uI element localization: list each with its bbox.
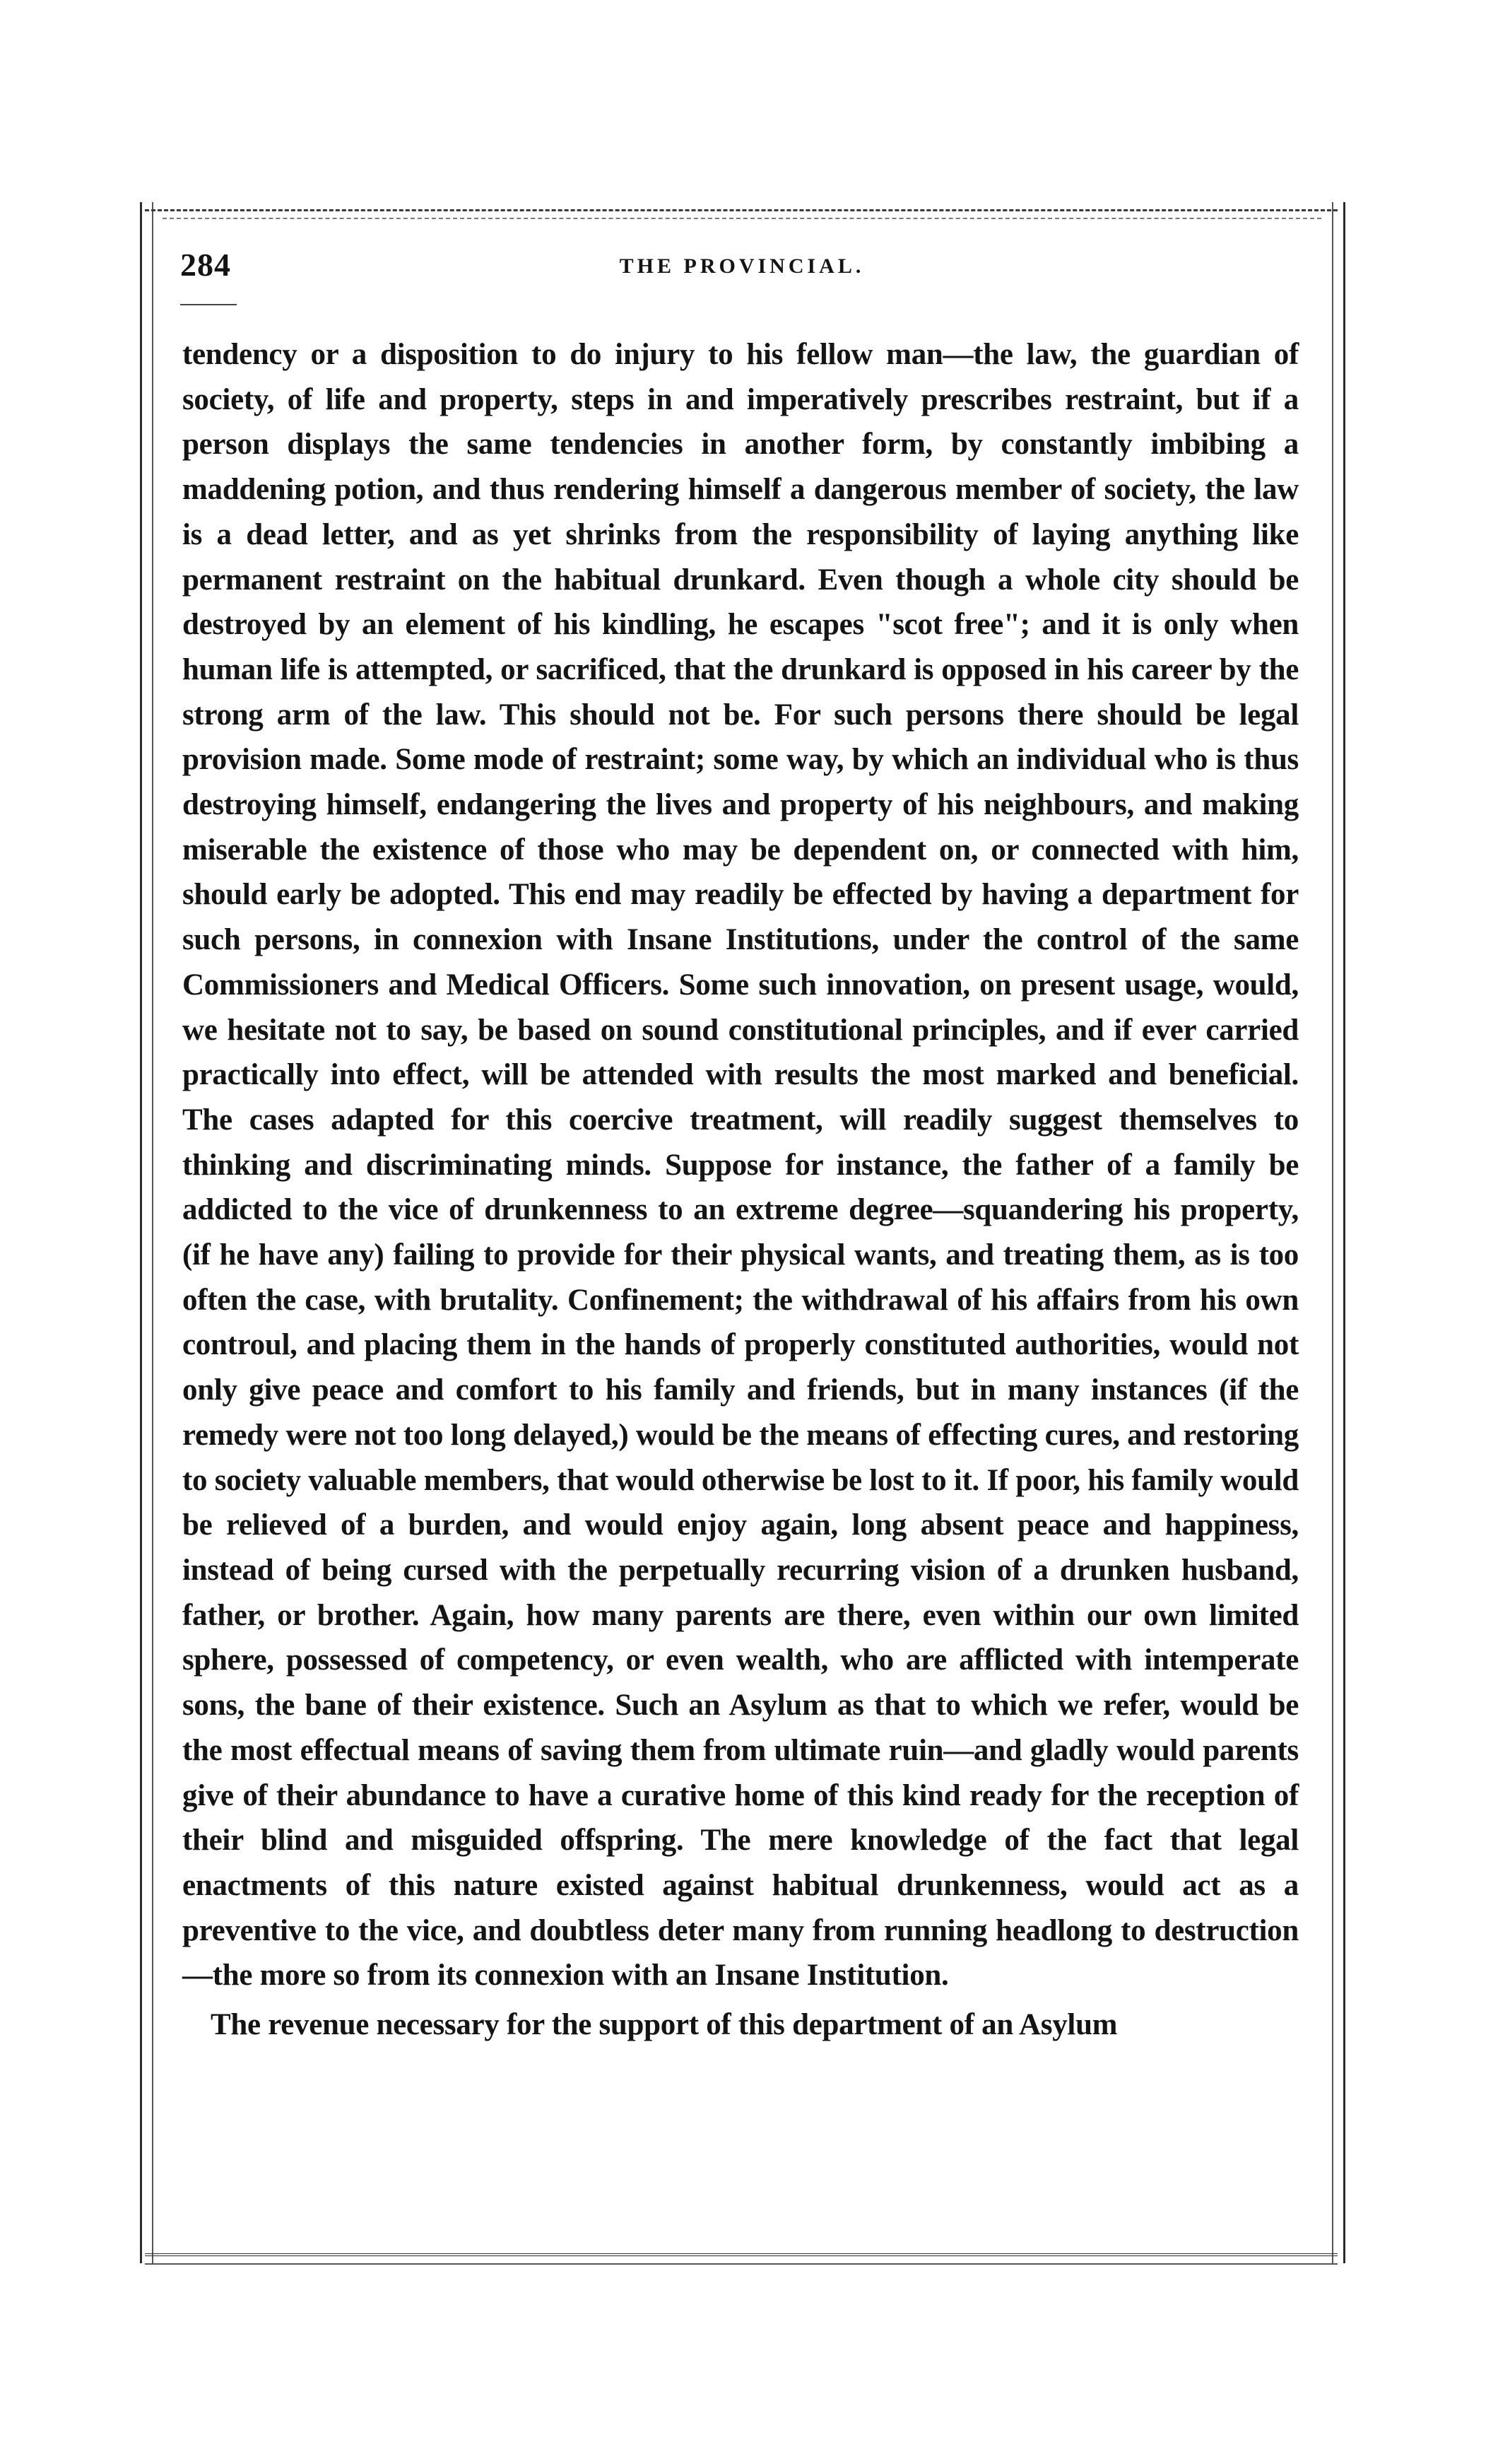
page-number: 284 [180,247,231,283]
body-text [182,332,1299,2048]
bottom-rule [145,2253,1338,2256]
running-title: THE PROVINCIAL. [619,254,865,278]
top-rule [145,209,1338,211]
paragraph: The revenue necessary for the support of this department of an Asylum [211,2008,1118,2042]
header-rule [180,304,237,305]
top-rule-secondary [163,218,1321,219]
paragraph: tendency or a disposition to do injury to his fellow man—the law, the guardian of society, of life and property, steps in and imperatively prescribes restraint, but if a person displays the same tendencies in another form, by constantly imbibing a maddening potion, and thus rendering himself a dangerous member of society, the law is a dead letter, and as yet shrinks from the responsibility of laying anything like permanent restraint on the habitual drunkard. Even though a whole city should be destroyed by an element of his kindling, he escapes "scot free"; and it is only when human life is attempted, or sacrificed, that the drunkard is opposed in his career by the strong arm of the law. This should not be. For such persons there should be legal provision made. Some mode of restraint; some way, by which an individual who is thus destroying himself, endangering the lives and property of his neighbours, and making miserable the existence of those who may be dependent on, or connected with him, should early be adopted. This end may readily be effected by having a department for such persons, in connexion with Insane Institutions, under the control of the same Commissioners and Medical Officers. Some such innovation, on present usage, would, we hesitate not to say, be based on sound constitutional principles, and if ever carried practically into effect, will be attended with results the most marked and beneficial. The cases adapted for this coercive treatment, will readily suggest themselves to thinking and discriminating minds. Suppose for instance, the father of a family be addicted to the vice of drunkenness to an extreme degree—squandering his property, (if he have any) failing to provide for their physical wants, and treating them, as is too often the case, with brutality. Confinement; the withdrawal of his affairs from his own controul, and placing them in the hands of properly constituted authorities, would not only give peace and comfort to his family and friends, but in many instances (if the remedy were not too long delayed,) would be the means of effecting cures, and restoring to society valuable members, that would otherwise be lost to it. If poor, his family would be relieved of a burden, and would enjoy again, long absent peace and happiness, instead of being cursed with the perpetually recurring vision of a drunken husband, father, or brother. Again, how many parents are there, even within our own limited sphere, possessed of competency, or even wealth, who are afflicted with intemperate sons, the bane of their existence. Such an Asylum as that to which we refer, would be the most effectual means of saving them from ultimate ruin—and gladly would parents give of their abundance to have a curative home of this kind ready for the reception of their blind and misguided offspring. The mere knowledge of the fact that legal enactments of this nature existed against habitual drunkenness, would act as a preventive to the vice, and doubtless deter many from running headlong to destruction—the more so from its connexion with an Insane Institution. [182,338,1299,1993]
bottom-rule-secondary [145,2263,1338,2265]
